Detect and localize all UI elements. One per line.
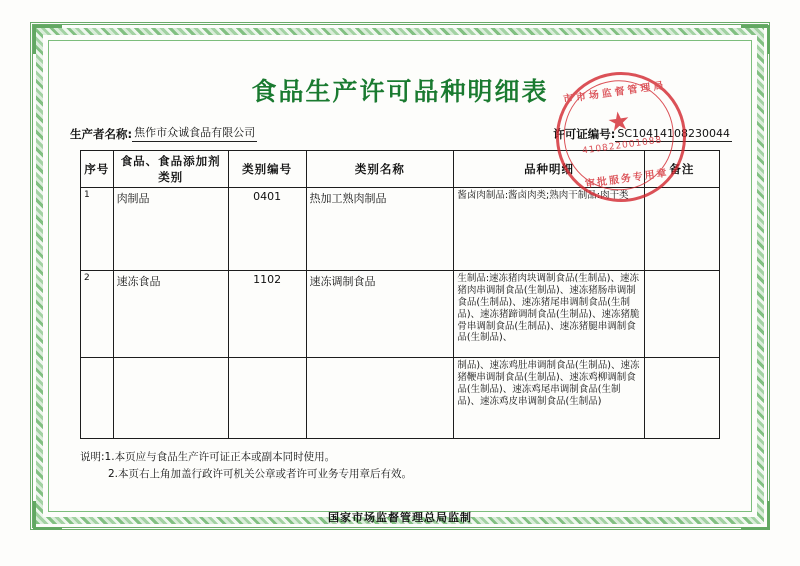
seal-arc-bottom-text: 审批服务专用章 xyxy=(584,167,670,191)
document-content xyxy=(56,48,744,524)
header-category: 食品、食品添加剂类别 xyxy=(113,151,228,188)
cell-remark xyxy=(644,358,719,439)
cell-name: 速冻调制食品 xyxy=(306,271,454,358)
star-icon: ★ xyxy=(605,105,633,139)
cell-no: 2 xyxy=(81,271,114,358)
license-label: 许可证编号: xyxy=(553,127,616,141)
cell-no xyxy=(81,358,114,439)
cell-remark xyxy=(644,271,719,358)
table-row xyxy=(81,188,720,271)
notes-line-2: 2.本页右上角加盖行政许可机关公章或者许可业务专用章后有效。 xyxy=(108,467,413,480)
corner-ornament-bottom-right xyxy=(741,501,770,530)
cell-name xyxy=(306,358,454,439)
cell-no: 1 xyxy=(81,188,114,271)
cell-detail: 制品)、速冻鸡肚串调制食品(生制品)、速冻猪鞭串调制食品(生制品)、速冻鸡柳调制食品(生制品)、速冻鸡尾串调制食品(生制品)、速冻鸡皮串调制食品(生制品) xyxy=(454,358,644,439)
license-field xyxy=(553,126,732,142)
cell-category: 肉制品 xyxy=(113,188,228,271)
table-row xyxy=(81,271,720,358)
seal-arc-top-text: 市市场监督管理局 xyxy=(562,80,668,106)
license-value: SC10414108230044 xyxy=(617,127,730,140)
cell-code: 1102 xyxy=(228,271,306,358)
notes-first-line xyxy=(80,449,720,466)
cell-code xyxy=(228,358,306,439)
seal-code-text: 410822001088 xyxy=(581,135,663,157)
notes-label: 说明: xyxy=(80,451,105,463)
notes-line-1: 1.本页应与食品生产许可证正本或副本同时使用。 xyxy=(104,451,336,463)
producer-field xyxy=(70,124,257,142)
cell-code: 0401 xyxy=(228,188,306,271)
cell-detail: 生制品:速冻猪肉块调制食品(生制品)、速冻猪肉串调制食品(生制品)、速冻猪肠串调制食品(生制品)、速冻猪尾串调制食品(生制品)、速冻猪蹄调制食品(生制品)、速冻猪脆骨串调制食品(生制品)、速冻猪腿串调制食品(生制品)、 xyxy=(454,271,644,358)
footer-text: 国家市场监督管理总局监制 xyxy=(328,510,472,524)
table-row xyxy=(81,358,720,439)
producer-label: 生产者名称: xyxy=(70,127,133,141)
header-detail: 品种明细 xyxy=(454,151,644,188)
notes-block xyxy=(80,449,720,483)
specification-table xyxy=(80,150,720,439)
cell-name: 热加工熟肉制品 xyxy=(306,188,454,271)
page-title: 食品生产许可品种明细表 xyxy=(251,77,549,106)
cell-category xyxy=(113,358,228,439)
producer-value: 焦作市众诚食品有限公司 xyxy=(132,124,257,142)
header-remark: 备注 xyxy=(644,151,719,188)
cell-remark xyxy=(644,188,719,271)
cell-category: 速冻食品 xyxy=(113,271,228,358)
header-name: 类别名称 xyxy=(306,151,454,188)
table-header-row xyxy=(81,151,720,188)
corner-ornament-top-right xyxy=(741,25,770,54)
header-code: 类别编号 xyxy=(228,151,306,188)
meta-row xyxy=(56,124,744,142)
cell-detail: 酱卤肉制品:酱卤肉类;熟肉干制品:肉干类 xyxy=(454,188,644,271)
header-no: 序号 xyxy=(81,151,114,188)
